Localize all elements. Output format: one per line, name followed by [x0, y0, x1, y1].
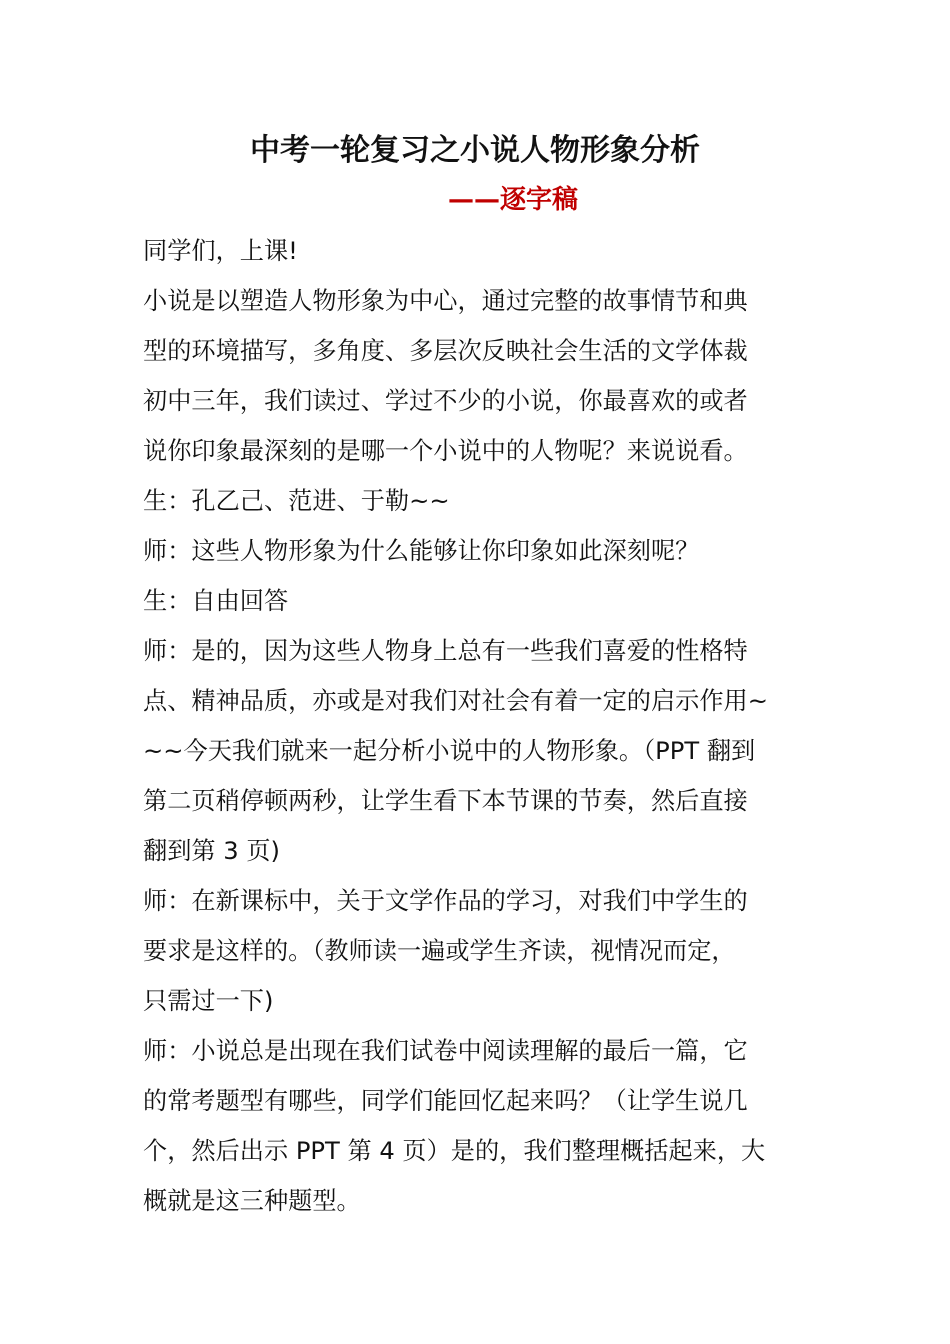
document-subtitle: ——逐字稿	[448, 185, 579, 215]
body-line: 师：在新课标中，关于文学作品的学习，对我们中学生的	[143, 887, 748, 915]
document-body	[143, 226, 811, 1226]
body-line: 的常考题型有哪些，同学们能回忆起来吗？（让学生说几	[143, 1087, 748, 1115]
body-line: 师：是的，因为这些人物身上总有一些我们喜爱的性格特	[143, 637, 748, 665]
document-title: 中考一轮复习之小说人物形象分析	[250, 133, 700, 168]
body-line: ~~今天我们就来一起分析小说中的人物形象。（PPT 翻到	[143, 737, 756, 765]
body-line: 小说是以塑造人物形象为中心，通过完整的故事情节和典	[143, 287, 748, 315]
body-line: 说你印象最深刻的是哪一个小说中的人物呢？来说说看。	[143, 437, 748, 465]
body-line: 初中三年，我们读过、学过不少的小说，你最喜欢的或者	[143, 387, 748, 415]
body-line: 只需过一下)	[143, 987, 274, 1015]
body-line: 型的环境描写，多角度、多层次反映社会生活的文学体裁	[143, 337, 748, 365]
body-line: 第二页稍停顿两秒，让学生看下本节课的节奏，然后直接	[143, 787, 748, 815]
body-line: 点、精神品质，亦或是对我们对社会有着一定的启示作用~	[143, 687, 768, 715]
body-line: 要求是这样的。（教师读一遍或学生齐读，视情况而定，	[143, 937, 736, 965]
body-line: 生：自由回答	[143, 587, 289, 615]
body-line: 师：小说总是出现在我们试卷中阅读理解的最后一篇，它	[143, 1037, 748, 1065]
body-line: 个，然后出示 PPT 第 4 页）是的，我们整理概括起来，大	[143, 1137, 766, 1165]
body-line: 概就是这三种题型。	[143, 1187, 361, 1215]
body-line: 师：这些人物形象为什么能够让你印象如此深刻呢？	[143, 537, 700, 565]
body-line: 翻到第 3 页)	[143, 837, 280, 865]
body-line: 生：孔乙己、范进、于勒~~	[143, 487, 450, 515]
body-line: 同学们，上课!	[143, 237, 298, 265]
